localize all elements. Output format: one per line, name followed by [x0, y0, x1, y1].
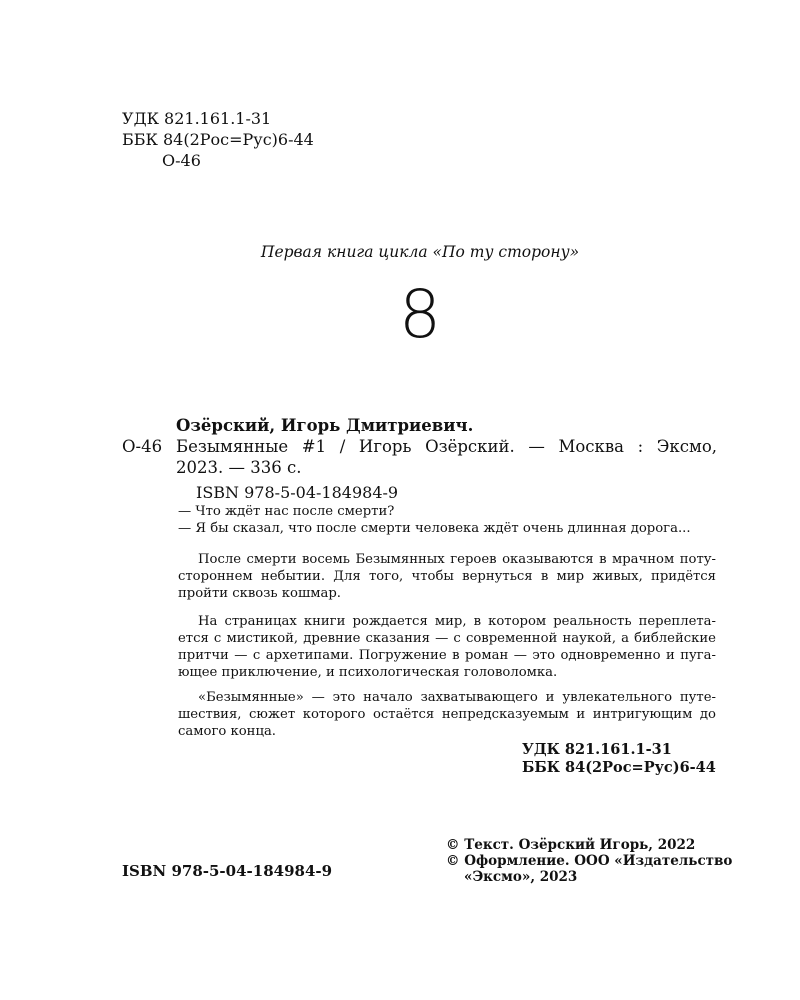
author-heading: Озёрский, Игорь Дмитриевич. [176, 416, 474, 435]
entry-line-2: 2023. — 336 с. [176, 458, 302, 477]
isbn-record: ISBN 978-5-04-184984-9 [196, 483, 399, 502]
author-sign: О-46 [162, 151, 201, 170]
copyright-block [446, 837, 732, 885]
paragraph-line: На страницах книги рождается мир, в котором реальность переплета- [198, 614, 716, 629]
paragraph-line: ющее приключение, и психологическая головоломка. [178, 665, 558, 680]
paragraph-line: притчи — с архетипами. Погружение в роман — это одновременно и пуга- [178, 648, 716, 663]
entry-line-1: Безымянные #1 / Игорь Озёрский. — Москва : Эксмо, [176, 437, 717, 456]
paragraph-line: шествия, сюжет которого остаётся непредсказуемым и интригующим до [178, 707, 716, 722]
isbn-bottom: ISBN 978-5-04-184984-9 [122, 862, 333, 880]
copyright-design: © Оформление. ООО «Издательство [446, 853, 733, 869]
annotation-dialogue [178, 503, 716, 537]
paragraph-line: пройти сквозь кошмар. [178, 586, 341, 601]
bbk-code-bottom: ББК 84(2Рос=Рус)6-44 [522, 759, 716, 776]
paragraph-line: ется с мистикой, древние сказания — с современной наукой, а библейские [178, 631, 716, 646]
bottom-classification [522, 741, 716, 777]
paragraph-line: «Безымянные» — это начало захватывающего и увлекательного путе- [198, 690, 716, 705]
paragraph-line: После смерти восемь Безымянных героев оказываются в мрачном поту- [198, 552, 716, 567]
bbk-code: ББК 84(2Рос=Рус)6-44 [122, 130, 314, 149]
top-classification [122, 108, 314, 171]
annotation-paragraph-2 [178, 613, 716, 681]
series-line: Первая книга цикла «По ту сторону» [260, 243, 580, 261]
annotation-paragraph-1 [178, 551, 716, 602]
copyright-design-cont: «Эксмо», 2023 [464, 869, 578, 885]
bibliographic-entry [176, 436, 717, 478]
annotation-paragraph-3 [178, 689, 716, 740]
udk-code-bottom: УДК 821.161.1-31 [522, 741, 672, 758]
paragraph-line: самого конца. [178, 724, 276, 739]
shelf-code: О-46 [122, 437, 163, 456]
dialogue-line-1: — Что ждёт нас после смерти? [178, 504, 395, 519]
copyright-text: © Текст. Озёрский Игорь, 2022 [446, 837, 696, 853]
dialogue-line-2: — Я бы сказал, что после смерти человека ждёт очень длинная дорога... [178, 521, 691, 536]
age-rating: 8 [399, 276, 441, 353]
udk-code: УДК 821.161.1-31 [122, 109, 272, 128]
paragraph-line: стороннем небытии. Для того, чтобы вернуться в мир живых, придётся [178, 569, 716, 584]
